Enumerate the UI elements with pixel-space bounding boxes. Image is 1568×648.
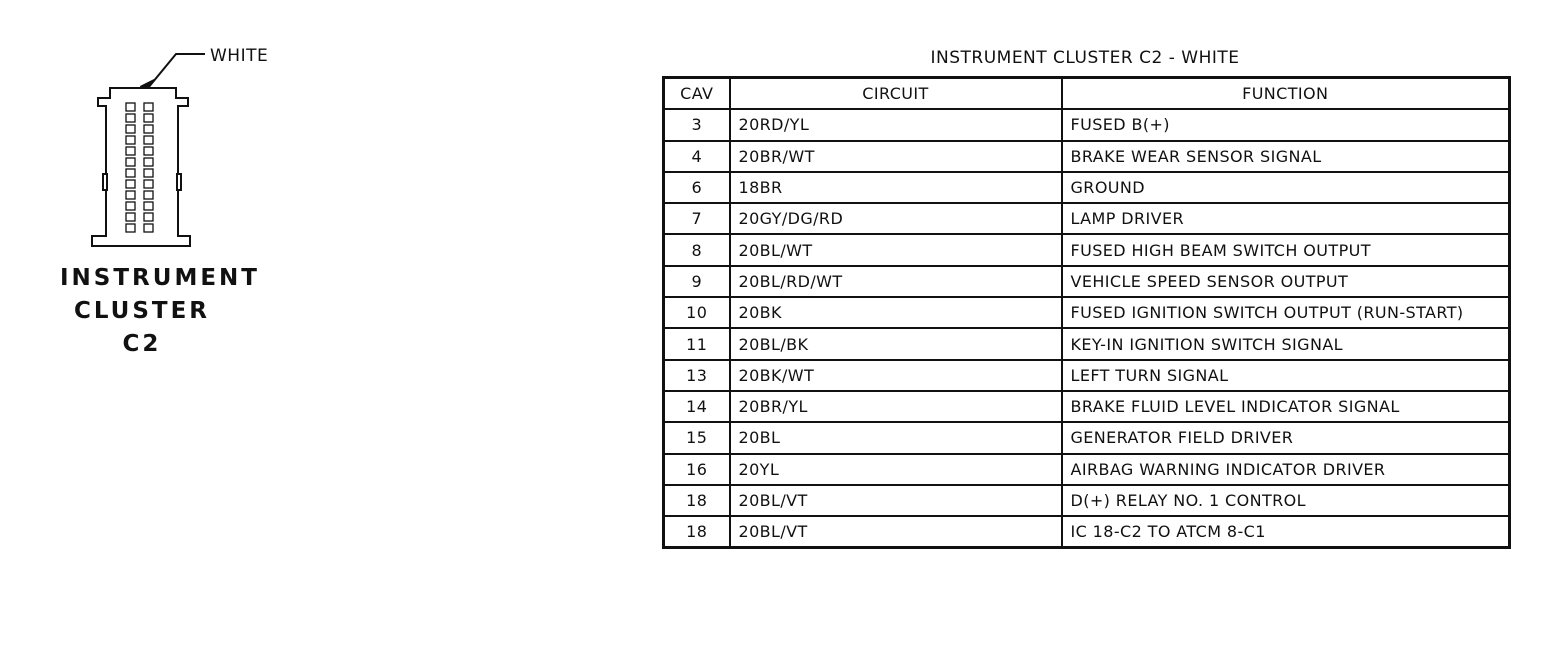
cav-cell: 7 <box>664 203 730 234</box>
circuit-cell: 20BL/VT <box>730 485 1062 516</box>
cavity-square <box>126 125 135 133</box>
circuit-cell: 20BR/YL <box>730 391 1062 422</box>
connector-name-line-2: CLUSTER <box>73 298 211 324</box>
function-cell: AIRBAG WARNING INDICATOR DRIVER <box>1062 454 1510 485</box>
table-row <box>664 203 1510 234</box>
cavity-square <box>126 136 135 144</box>
header-cav: CAV <box>664 78 730 110</box>
cav-cell: 8 <box>664 234 730 265</box>
header-circuit: CIRCUIT <box>730 78 1062 110</box>
function-cell: D(+) RELAY NO. 1 CONTROL <box>1062 485 1510 516</box>
function-cell: IC 18-C2 TO ATCM 8-C1 <box>1062 516 1510 548</box>
table-row <box>664 328 1510 359</box>
circuit-cell: 20BK/WT <box>730 360 1062 391</box>
cavity-square <box>144 213 153 221</box>
cav-cell: 4 <box>664 141 730 172</box>
cav-cell: 13 <box>664 360 730 391</box>
cav-cell: 3 <box>664 109 730 140</box>
cavity-square <box>144 114 153 122</box>
cav-cell: 18 <box>664 516 730 548</box>
cavity-square <box>126 103 135 111</box>
cavity-square <box>144 136 153 144</box>
table-row <box>664 422 1510 453</box>
cav-cell: 10 <box>664 297 730 328</box>
circuit-cell: 20BL/VT <box>730 516 1062 548</box>
table-row <box>664 172 1510 203</box>
function-cell: GROUND <box>1062 172 1510 203</box>
cavity-square <box>144 202 153 210</box>
function-cell: BRAKE FLUID LEVEL INDICATOR SIGNAL <box>1062 391 1510 422</box>
pinout-table <box>662 76 1511 549</box>
function-cell: GENERATOR FIELD DRIVER <box>1062 422 1510 453</box>
cavity-square <box>144 191 153 199</box>
cavity-square <box>126 224 135 232</box>
circuit-cell: 20BL/BK <box>730 328 1062 359</box>
table-row <box>664 391 1510 422</box>
table-row <box>664 454 1510 485</box>
circuit-cell: 20BL <box>730 422 1062 453</box>
circuit-cell: 20BL/WT <box>730 234 1062 265</box>
cavity-square <box>126 202 135 210</box>
cav-cell: 9 <box>664 266 730 297</box>
cavity-square <box>144 169 153 177</box>
table-row <box>664 516 1510 548</box>
connector-color-label: WHITE <box>210 46 269 66</box>
cav-cell: 18 <box>664 485 730 516</box>
function-cell: FUSED IGNITION SWITCH OUTPUT (RUN-START) <box>1062 297 1510 328</box>
table-row <box>664 360 1510 391</box>
table-row <box>664 141 1510 172</box>
cavity-square <box>144 147 153 155</box>
function-cell: LEFT TURN SIGNAL <box>1062 360 1510 391</box>
cavity-square <box>144 125 153 133</box>
header-function: FUNCTION <box>1062 78 1510 110</box>
cavity-square <box>126 158 135 166</box>
circuit-cell: 20GY/DG/RD <box>730 203 1062 234</box>
cavity-square <box>126 191 135 199</box>
circuit-cell: 18BR <box>730 172 1062 203</box>
table-title: INSTRUMENT CLUSTER C2 - WHITE <box>930 48 1240 68</box>
cav-cell: 11 <box>664 328 730 359</box>
function-cell: KEY-IN IGNITION SWITCH SIGNAL <box>1062 328 1510 359</box>
table-row <box>664 297 1510 328</box>
cav-cell: 6 <box>664 172 730 203</box>
cavity-square <box>126 114 135 122</box>
function-cell: VEHICLE SPEED SENSOR OUTPUT <box>1062 266 1510 297</box>
cav-cell: 14 <box>664 391 730 422</box>
table-row <box>664 485 1510 516</box>
connector-outline <box>60 40 280 260</box>
connector-name <box>60 262 260 361</box>
table-row <box>664 266 1510 297</box>
circuit-cell: 20BK <box>730 297 1062 328</box>
function-cell: FUSED B(+) <box>1062 109 1510 140</box>
circuit-cell: 20YL <box>730 454 1062 485</box>
circuit-cell: 20BL/RD/WT <box>730 266 1062 297</box>
table-row <box>664 234 1510 265</box>
cavity-square <box>126 147 135 155</box>
connector-diagram <box>60 40 280 370</box>
cavity-square <box>126 180 135 188</box>
cavity-square <box>144 158 153 166</box>
circuit-cell: 20BR/WT <box>730 141 1062 172</box>
function-cell: FUSED HIGH BEAM SWITCH OUTPUT <box>1062 234 1510 265</box>
cav-cell: 16 <box>664 454 730 485</box>
cavity-square <box>144 103 153 111</box>
function-cell: LAMP DRIVER <box>1062 203 1510 234</box>
function-cell: BRAKE WEAR SENSOR SIGNAL <box>1062 141 1510 172</box>
connector-name-line-1: INSTRUMENT <box>60 265 260 291</box>
table-row <box>664 109 1510 140</box>
cavity-square <box>144 180 153 188</box>
table-header-row <box>664 78 1510 110</box>
cavity-square <box>126 169 135 177</box>
connector-name-line-3: C2 <box>122 331 162 357</box>
cav-cell: 15 <box>664 422 730 453</box>
cavity-square <box>126 213 135 221</box>
cavity-square <box>144 224 153 232</box>
circuit-cell: 20RD/YL <box>730 109 1062 140</box>
